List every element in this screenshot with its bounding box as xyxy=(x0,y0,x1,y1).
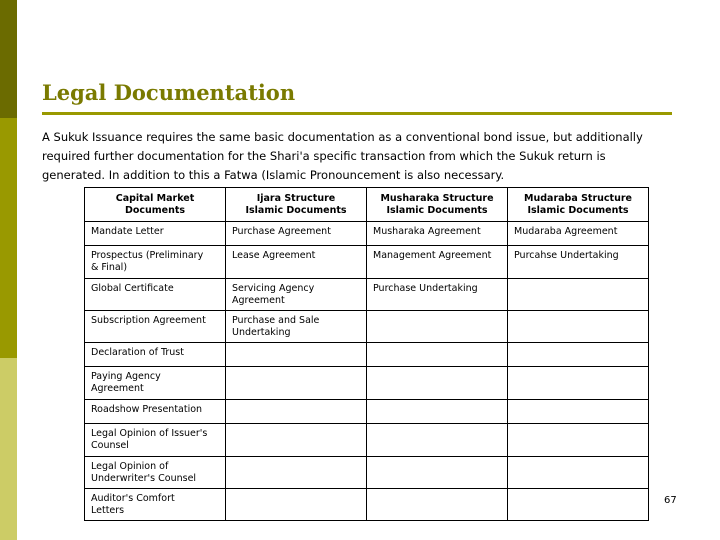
table-row xyxy=(85,311,649,343)
table-cell: Legal Opinion of Issuer's Counsel xyxy=(85,424,226,457)
col-header-mudaraba: Mudaraba Structure Islamic Documents xyxy=(508,188,649,222)
table-cell xyxy=(367,343,508,367)
table-cell xyxy=(508,400,649,424)
table-row xyxy=(85,367,649,400)
page-number: 67 xyxy=(664,495,677,506)
table-row xyxy=(85,400,649,424)
table-cell xyxy=(367,311,508,343)
table-row xyxy=(85,246,649,279)
col-header-ijara: Ijara Structure Islamic Documents xyxy=(226,188,367,222)
table-cell: Purcahse Undertaking xyxy=(508,246,649,279)
intro-paragraph xyxy=(42,128,682,185)
table-row xyxy=(85,424,649,457)
table-row xyxy=(85,222,649,246)
table-cell xyxy=(508,489,649,521)
table-cell: Subscription Agreement xyxy=(85,311,226,343)
table-cell: Prospectus (Preliminary & Final) xyxy=(85,246,226,279)
slide-title: Legal Documentation xyxy=(42,80,296,105)
table-cell: Declaration of Trust xyxy=(85,343,226,367)
table-cell: Management Agreement xyxy=(367,246,508,279)
table-cell xyxy=(226,489,367,521)
table-cell: Purchase Agreement xyxy=(226,222,367,246)
table-cell xyxy=(367,489,508,521)
table-cell: Auditor's Comfort Letters xyxy=(85,489,226,521)
table-cell xyxy=(226,367,367,400)
table-cell xyxy=(508,457,649,489)
table-cell: Global Certificate xyxy=(85,279,226,311)
table-cell xyxy=(367,424,508,457)
table-cell: Musharaka Agreement xyxy=(367,222,508,246)
table-cell: Legal Opinion of Underwriter's Counsel xyxy=(85,457,226,489)
table-cell xyxy=(226,400,367,424)
table-header-row xyxy=(85,188,649,222)
intro-line: generated. In addition to this a Fatwa (Islamic Pronouncement is also necessary. xyxy=(42,168,505,182)
table-row xyxy=(85,279,649,311)
sidebar-band-mid xyxy=(0,118,17,358)
col-header-capital-market: Capital Market Documents xyxy=(85,188,226,222)
intro-line: required further documentation for the Shari'a specific transaction from which the Sukuk return is xyxy=(42,149,606,163)
table-cell xyxy=(367,367,508,400)
table-row xyxy=(85,489,649,521)
table-cell: Mandate Letter xyxy=(85,222,226,246)
sidebar-band-dark xyxy=(0,0,17,118)
table-cell: Roadshow Presentation xyxy=(85,400,226,424)
table-cell xyxy=(508,343,649,367)
table-cell xyxy=(226,343,367,367)
table-cell xyxy=(367,400,508,424)
table-cell xyxy=(508,279,649,311)
table-cell xyxy=(508,311,649,343)
documentation-table xyxy=(84,187,649,521)
table-cell xyxy=(226,457,367,489)
table-row xyxy=(85,457,649,489)
table-cell xyxy=(508,367,649,400)
table-cell: Paying Agency Agreement xyxy=(85,367,226,400)
table-cell: Servicing Agency Agreement xyxy=(226,279,367,311)
table-cell xyxy=(226,424,367,457)
col-header-musharaka: Musharaka Structure Islamic Documents xyxy=(367,188,508,222)
table-cell xyxy=(367,457,508,489)
table-row xyxy=(85,343,649,367)
title-divider xyxy=(42,112,672,115)
table-cell: Mudaraba Agreement xyxy=(508,222,649,246)
table-cell xyxy=(508,424,649,457)
intro-line: A Sukuk Issuance requires the same basic documentation as a conventional bond issue, but additionally xyxy=(42,130,643,144)
table-cell: Purchase and Sale Undertaking xyxy=(226,311,367,343)
sidebar-band-light xyxy=(0,358,17,540)
table-cell: Purchase Undertaking xyxy=(367,279,508,311)
table-cell: Lease Agreement xyxy=(226,246,367,279)
